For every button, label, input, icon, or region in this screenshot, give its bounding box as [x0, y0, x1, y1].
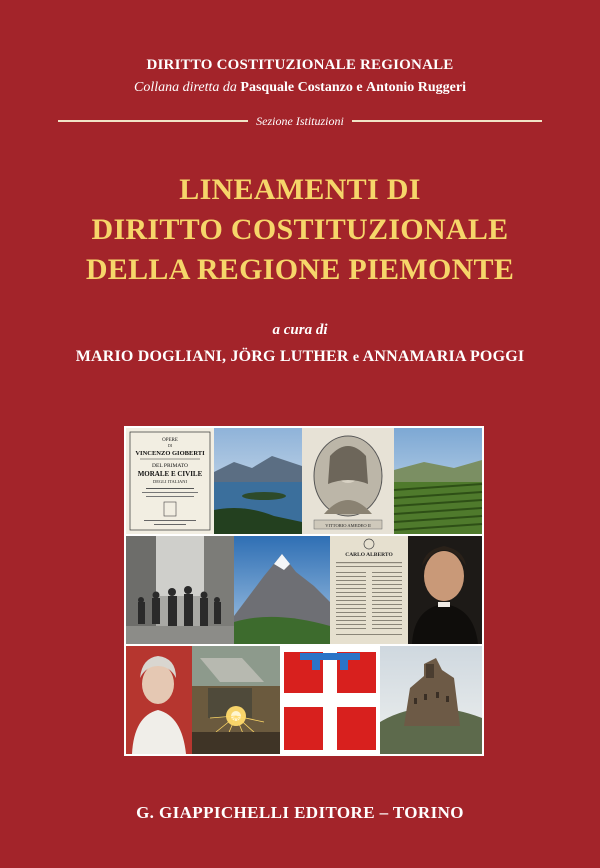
book-title	[0, 170, 600, 290]
series-editors	[0, 80, 600, 96]
editor-name-2: Antonio Ruggeri	[366, 80, 466, 95]
tile-piemonte-flag	[280, 646, 380, 754]
editor-name-1: Pasquale Costanzo	[240, 80, 353, 95]
book-degli: DEGLI ITALIANI	[152, 479, 188, 484]
collana-prefix: Collana diretta da	[133, 80, 237, 95]
divider-rule-left	[58, 120, 248, 122]
book-morale: MORALE E CIVILE	[137, 470, 203, 478]
series-title: DIRITTO COSTITUZIONALE REGIONALE	[146, 57, 454, 73]
portrait-caption: VITTORIO AMEDEO II	[325, 523, 371, 528]
statuto-title: CARLO ALBERTO	[345, 552, 393, 558]
mosaic-svg	[124, 426, 484, 756]
divider-rule-right	[352, 120, 542, 122]
authors	[0, 348, 600, 366]
book-di: DI	[167, 443, 173, 448]
photo-mosaic	[124, 426, 484, 756]
tile-abbey	[380, 646, 482, 754]
publisher: G. GIAPPICHELLI EDITORE – TORINO	[136, 803, 464, 822]
book-author: VINCENZO GIOBERTI	[135, 450, 205, 457]
authors-and: e	[352, 350, 360, 365]
authors-last: ANNAMARIA POGGI	[362, 348, 525, 365]
book-opere: OPERE	[162, 438, 178, 443]
title-line-1: LINEAMENTI DI	[179, 173, 421, 206]
title-line-3: DELLA REGIONE PIEMONTE	[85, 253, 515, 286]
tile-elderly-woman	[126, 646, 192, 754]
section-label: Sezione Istituzioni	[256, 113, 344, 128]
tile-priest-portrait	[408, 536, 482, 644]
tile-monviso	[234, 536, 330, 644]
book-del: DEL PRIMATO	[152, 463, 188, 469]
tile-lake	[214, 428, 302, 534]
authors-first: MARIO DOGLIANI, JÖRG LUTHER	[75, 348, 349, 365]
editor-and: e	[356, 80, 363, 95]
tile-vineyards	[394, 428, 482, 534]
tile-gioberti-book	[126, 428, 214, 534]
tile-partisans	[126, 536, 234, 644]
tile-industry	[192, 646, 280, 754]
title-line-2: DIRITTO COSTITUZIONALE	[91, 213, 509, 246]
tile-portrait-engraving	[302, 428, 394, 534]
section-divider	[58, 113, 542, 129]
tile-statuto	[330, 536, 408, 644]
curated-by: a cura di	[272, 322, 328, 338]
